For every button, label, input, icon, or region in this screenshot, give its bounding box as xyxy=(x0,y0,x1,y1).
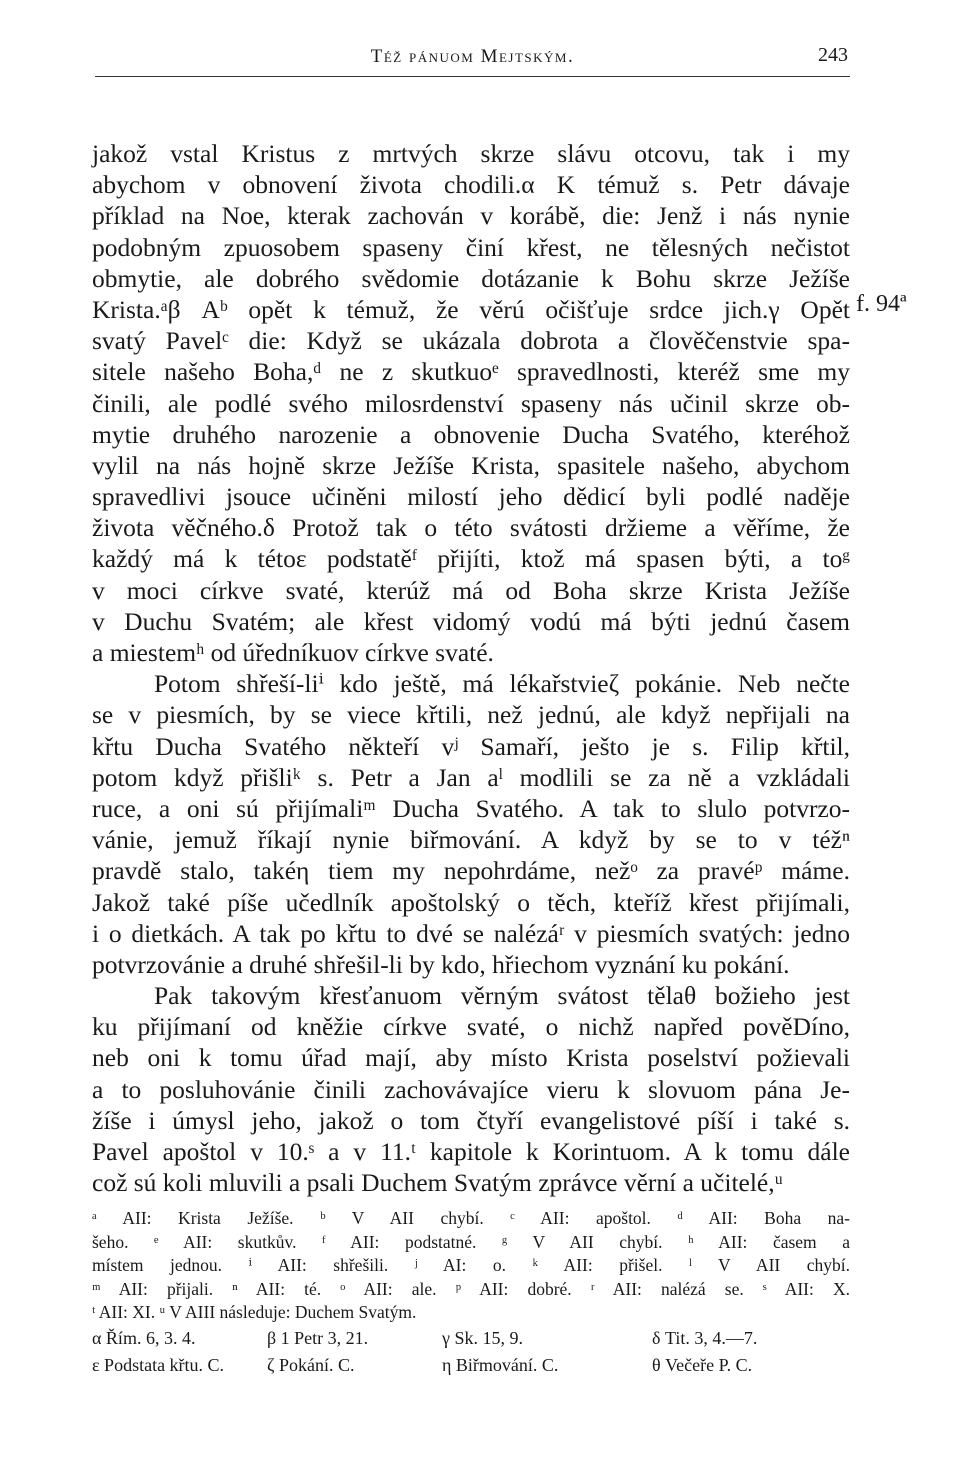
text-line: pravdě stalo, takéη tiem my nepohrdáme, nežᵒ za pravéᵖ máme. xyxy=(92,856,850,886)
footnote-line: šeho. ᵉ AII: skutkův. ᶠ AII: podstatné. ᵍ V AII chybí. ʰ AII: časem a xyxy=(92,1231,850,1252)
page-number: 243 xyxy=(818,44,848,66)
header-rule xyxy=(95,76,850,77)
text-line: Jakož také píše učedlník apoštolský o těch, kteříž křest přijímali, xyxy=(92,887,850,917)
text-line: jakož vstal Kristus z mrtvých skrze slávu otcovu, tak i my xyxy=(92,139,850,168)
text-line: neb oni k tomu úřad mají, aby místo Krista poselství požievali xyxy=(92,1043,850,1073)
text-line: spravedlivi jsouce učiněni milostí jeho dědicí byli podlé naděje xyxy=(92,482,850,512)
footnote-line: ᵗ AII: XI. ᵘ V AIII následuje: Duchem Svatým. xyxy=(92,1302,417,1323)
reference-footnotes xyxy=(92,1325,850,1379)
page-header xyxy=(95,42,850,82)
text-line: ruce, a oni sú přijímaliᵐ Ducha Svatého. A tak to slulo potvrzo- xyxy=(92,793,850,823)
text-line: života věčného.δ Protož tak o této svátosti držieme a věříme, že xyxy=(92,513,850,543)
variant-footnotes xyxy=(92,1207,850,1325)
text-line: vylil na nás hojně skrze Ježíše Krista, spasitele našeho, abychom xyxy=(92,450,850,480)
reference-note: δ Tit. 3, 4.—7. xyxy=(652,1328,758,1348)
text-line: mytie druhého narozenie a obnovenie Ducha Svatého, kteréhož xyxy=(92,419,850,449)
text-line: Potom shřeší-liⁱ kdo ještě, má lékařstvieζ pokánie. Neb nečte xyxy=(154,669,850,699)
reference-row xyxy=(92,1325,850,1352)
text-line: v moci církve svaté, kterúž má od Boha skrze Krista Ježíše xyxy=(92,575,850,605)
text-line: ku přijímaní od kněžie církve svaté, o nichž napřed pověDíno, xyxy=(92,1012,850,1042)
main-text xyxy=(92,138,850,1198)
text-line: křtu Ducha Svatého někteří vʲ Samaří, ješto je s. Filip křtil, xyxy=(92,731,850,761)
text-line: každý má k tétoε podstatěᶠ přijíti, ktož má spasen býti, a toᵍ xyxy=(92,544,850,574)
text-line: Krista.ᵃβ Aᵇ opět k témuž, že věrú očišťuje srdce jich.γ Opět xyxy=(92,294,850,324)
text-line: svatý Pavelᶜ die: Když se ukázala dobrota a člověčenstvie spa- xyxy=(92,326,850,356)
text-line: Pavel apoštol v 10.ˢ a v 11.ᵗ kapitole k Korintuom. A k tomu dále xyxy=(92,1137,850,1166)
running-title: Též pánuom Mejtským. xyxy=(370,46,575,67)
reference-note: α Řím. 6, 3. 4. xyxy=(92,1328,196,1348)
text-line: což sú koli mluvili a psali Duchem Svatým zprávce věrní a učitelé,ᵘ xyxy=(92,1168,783,1198)
footnote-line: ᵃ AII: Krista Ježíše. ᵇ V AII chybí. ᶜ AII: apoštol. ᵈ AII: Boha na- xyxy=(92,1208,850,1228)
text-line: potom když přišliᵏ s. Petr a Jan aˡ modlili se za ně a vzkládali xyxy=(92,762,850,792)
folio-margin-note: f. 94ª xyxy=(856,291,907,317)
text-line: příklad na Noe, kterak zachován v korábě, die: Jenž i nás nynie xyxy=(92,201,850,231)
reference-note: ε Podstata křtu. C. xyxy=(92,1355,225,1375)
text-line: žíše i úmysl jeho, jakož o tom čtyří evangelistové píší i také s. xyxy=(92,1105,850,1135)
text-line: abychom v obnovení života chodili.α K témuž s. Petr dávaje xyxy=(92,170,850,200)
text-line: Pak takovým křesťanuom věrným svátost tělaθ božieho jest xyxy=(154,981,850,1011)
text-line: obmytie, ale dobrého svědomie dotázanie k Bohu skrze Ježíše xyxy=(92,263,850,293)
text-line: sitele našeho Boha,ᵈ ne z skutkuoᵉ spravedlnosti, kteréž sme my xyxy=(92,357,850,387)
text-line: potvrzovánie a druhé shřešil-li by kdo, hřiechom vyznání ku pokání. xyxy=(92,949,790,979)
reference-note: θ Večeře P. C. xyxy=(652,1355,753,1375)
text-line: i o dietkách. A tak po křtu to dvé se nalézáʳ v piesmích svatých: jedno xyxy=(92,918,850,948)
text-line: vánie, jemuž říkají nynie biřmování. A když by se to v téžⁿ xyxy=(92,825,850,855)
footnote-line: místem jednou. ⁱ AII: shřešili. ʲ AI: o. ᵏ AII: přišel. ˡ V AII chybí. xyxy=(92,1255,850,1276)
reference-note: β 1 Petr 3, 21. xyxy=(267,1328,369,1348)
reference-note: ζ Pokání. C. xyxy=(267,1355,355,1375)
text-line: a to posluhovánie činili zachovávajíce vieru k slovuom pána Je- xyxy=(92,1074,850,1104)
text-line: a miestemʰ od úředníkuov církve svaté. xyxy=(92,638,494,667)
text-line: činili, ale podlé svého milosrdenství spaseny nás učinil skrze ob- xyxy=(92,388,850,418)
text-line: se v piesmích, by se viece křtili, než jednú, ale když nepřijali na xyxy=(92,700,850,730)
reference-note: η Biřmování. C. xyxy=(442,1355,559,1375)
text-line: v Duchu Svatém; ale křest vidomý vodú má býti jednú časem xyxy=(92,606,850,636)
reference-row xyxy=(92,1352,850,1379)
reference-note: γ Sk. 15, 9. xyxy=(442,1328,523,1348)
footnote-line: ᵐ AII: přijali. ⁿ AII: té. ᵒ AII: ale. ᵖ AII: dobré. ʳ AII: nalézá se. ˢ AII: X. xyxy=(92,1278,850,1299)
text-line: podobným zpuosobem spaseny činí křest, ne tělesných nečistot xyxy=(92,232,850,262)
